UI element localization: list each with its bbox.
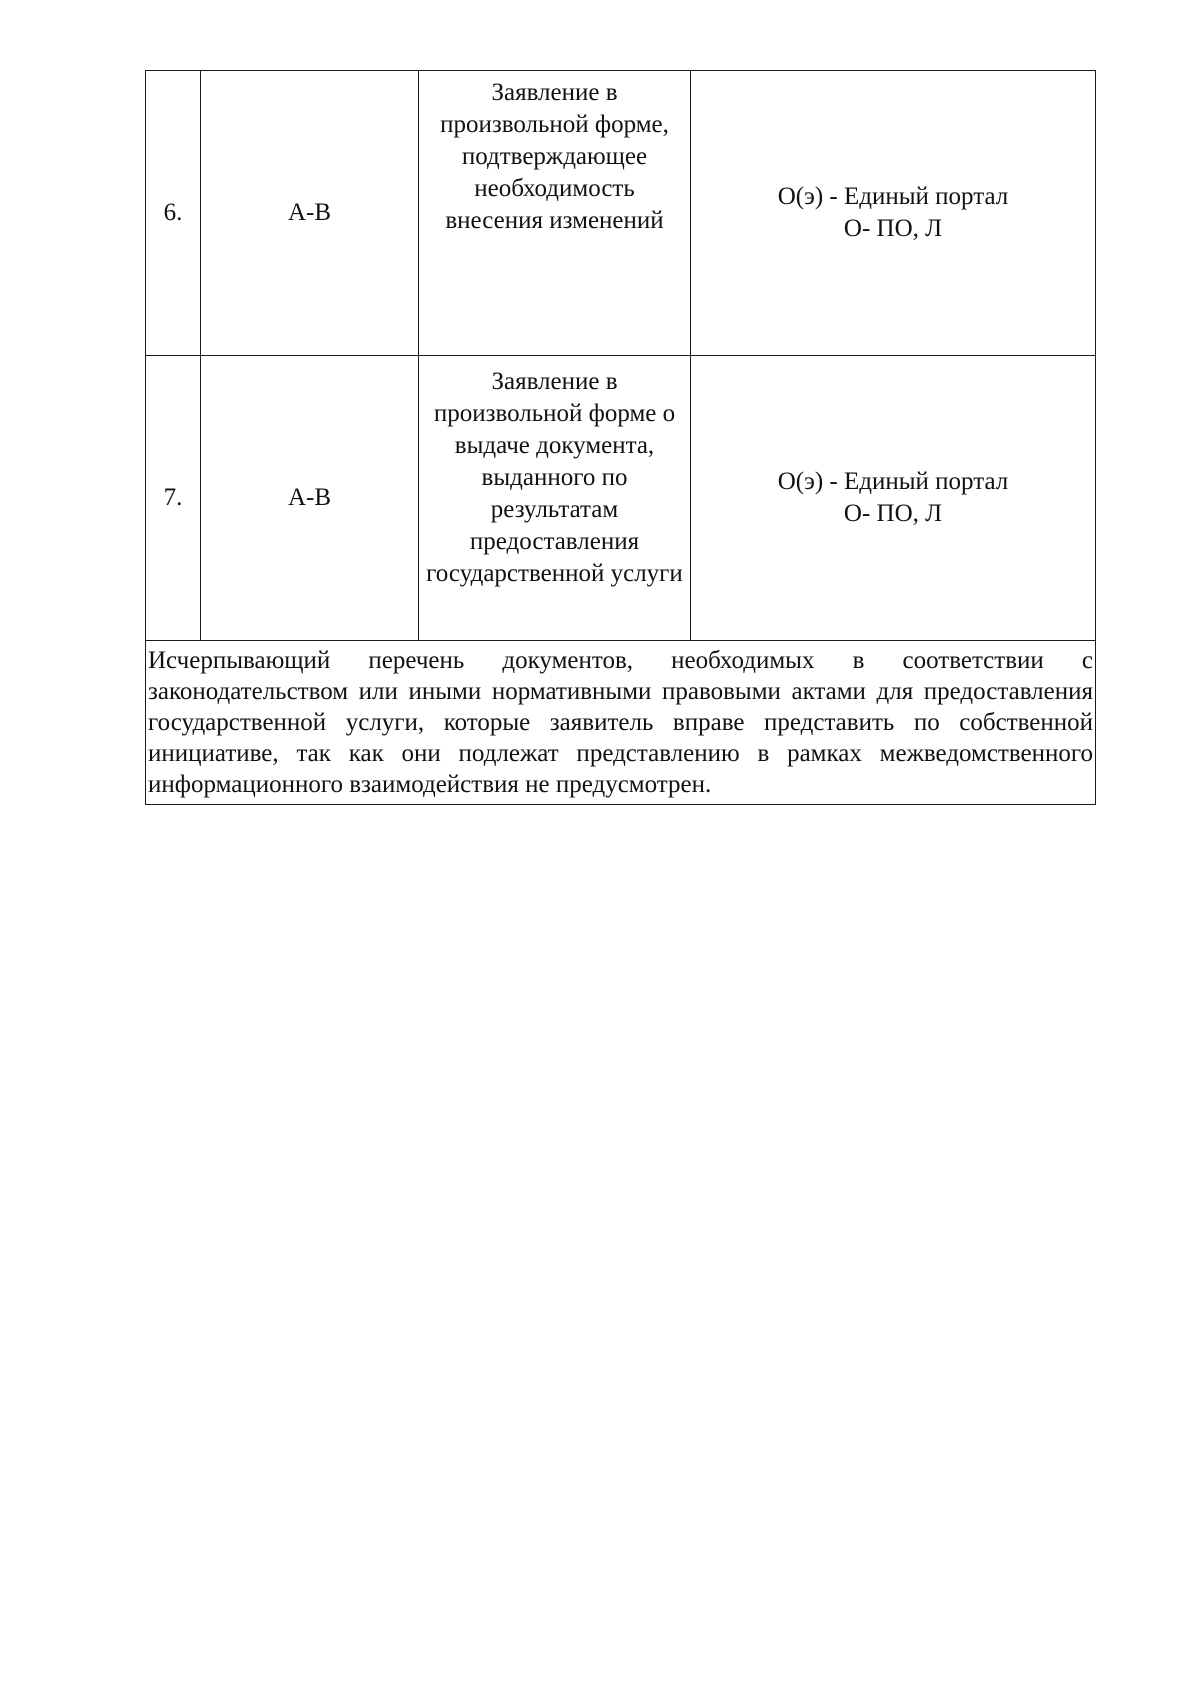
document-name: Заявление в произвольной форме, подтверждающее необходимость внесения изменений [419, 71, 691, 356]
documents-table [145, 70, 1096, 805]
table-row [146, 71, 1096, 356]
note-text: Исчерпывающий перечень документов, необходимых в соответствии с законодательством или иными нормативными правовыми актами для предоставления государственной услуги, которые заявитель вправе представить по собственной инициативе, так как они подлежат представлению в рамках межведомственного информационного взаимодействия не предусмотрен. [146, 641, 1096, 805]
submission-form-electronic: О(э) - Единый портал [777, 468, 1009, 495]
row-number: 6. [146, 71, 201, 356]
submission-form-electronic: О(э) - Единый портал [777, 183, 1009, 210]
submission-form-paper: О- ПО, Л [843, 215, 943, 242]
table-row [146, 356, 1096, 641]
submission-form [691, 71, 1096, 356]
applicant-category: А-В [201, 356, 419, 641]
document-name: Заявление в произвольной форме о выдаче документа, выданного по результатам предоставления государственной услуги [419, 356, 691, 641]
submission-form-paper: О- ПО, Л [843, 500, 943, 527]
applicant-category: А-В [201, 71, 419, 356]
submission-form [691, 356, 1096, 641]
row-number: 7. [146, 356, 201, 641]
note-row [146, 641, 1096, 805]
